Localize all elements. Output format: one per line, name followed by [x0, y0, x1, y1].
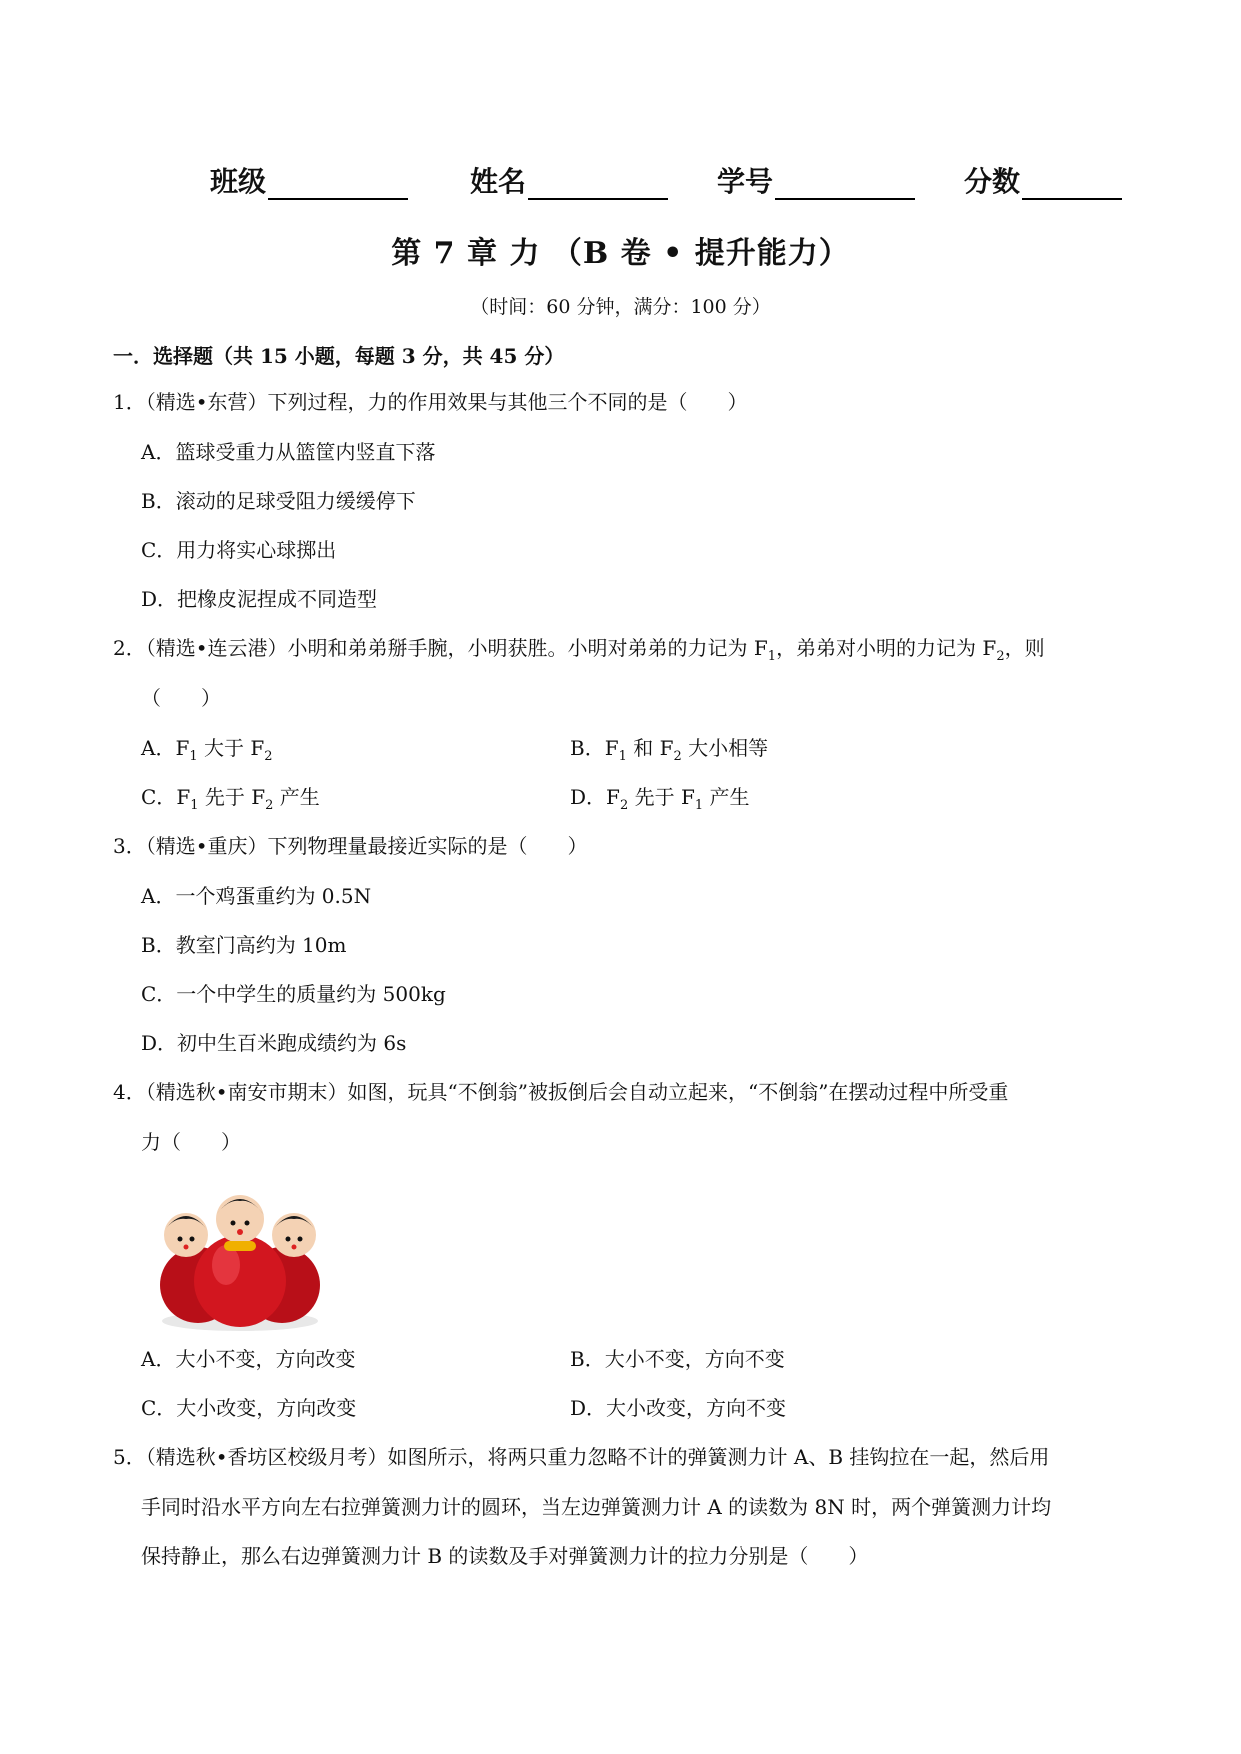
student-info-row: [0, 160, 1241, 206]
question-3-option-c[interactable]: C．一个中学生的质量约为 500kg: [141, 982, 446, 1006]
question-3-option-d[interactable]: D．初中生百米跑成绩约为 6s: [141, 1031, 407, 1055]
tumbler-toy-image: [140, 1185, 340, 1333]
score-field[interactable]: [964, 160, 1122, 200]
page-title: 第 7 章 力 （B 卷 • 提升能力）: [391, 236, 850, 271]
class-field[interactable]: [210, 160, 408, 200]
section-heading: 一．选择题（共 15 小题，每题 3 分，共 45 分）: [113, 344, 565, 368]
question-2-option-b[interactable]: B．$F_1$ 和 $F_2$ 大小相等: [570, 736, 769, 764]
question-4-option-b[interactable]: B．大小不变，方向不变: [570, 1347, 785, 1371]
question-1-option-c[interactable]: C．用力将实心球掷出: [141, 538, 337, 562]
question-2-option-d[interactable]: D．$F_2$ 先于 $F_1$ 产生: [570, 785, 750, 813]
student-id-label: 学号: [717, 165, 774, 198]
question-5-stem-continued-1: 手同时沿水平方向左右拉弹簧测力计的圆环，当左边弹簧测力计 A 的读数为 8N 时，两个弹簧测力计均: [141, 1495, 1052, 1519]
score-label: 分数: [964, 165, 1021, 198]
name-label: 姓名: [470, 165, 527, 198]
question-1-option-a[interactable]: A．篮球受重力从篮筐内竖直下落: [141, 440, 436, 464]
question-3-option-a[interactable]: A．一个鸡蛋重约为 0.5N: [141, 884, 372, 908]
question-4-stem: 4．（精选秋•南安市期末）如图，玩具“不倒翁”被扳倒后会自动立起来，“不倒翁”在摆动过程中所受重: [113, 1080, 1009, 1104]
question-2-option-a[interactable]: A．$F_1$ 大于 $F_2$: [141, 736, 273, 764]
question-5-stem-continued-2: 保持静止，那么右边弹簧测力计 B 的读数及手对弹簧测力计的拉力分别是（ ）: [141, 1544, 869, 1568]
question-4-option-c[interactable]: C．大小改变，方向改变: [141, 1396, 357, 1420]
question-5-stem: 5．（精选秋•香坊区校级月考）如图所示，将两只重力忽略不计的弹簧测力计 A、B 挂钩拉在一起，然后用: [113, 1445, 1050, 1469]
question-4-stem-continued: 力（ ）: [141, 1130, 241, 1154]
question-1-option-b[interactable]: B．滚动的足球受阻力缓缓停下: [141, 489, 416, 513]
score-blank[interactable]: [1022, 168, 1122, 200]
student-id-blank[interactable]: [775, 168, 915, 200]
question-1-stem: 1．（精选•东营）下列过程，力的作用效果与其他三个不同的是（ ）: [113, 390, 748, 414]
question-3-stem: 3．（精选•重庆）下列物理量最接近实际的是（ ）: [113, 834, 588, 858]
exam-subtitle: （时间：60 分钟，满分：100 分）: [470, 296, 771, 318]
question-2-stem: 2．（精选•连云港）小明和弟弟掰手腕，小明获胜。小明对弟弟的力记为 $F_1$，弟弟对小明的力记为 $F_2$，则: [113, 636, 1045, 664]
class-label: 班级: [210, 165, 267, 198]
question-2-option-c[interactable]: C．$F_1$ 先于 $F_2$ 产生: [141, 785, 320, 813]
question-1-option-d[interactable]: D．把橡皮泥捏成不同造型: [141, 587, 378, 611]
class-blank[interactable]: [268, 168, 408, 200]
question-4-option-a[interactable]: A．大小不变，方向改变: [141, 1347, 356, 1371]
name-blank[interactable]: [528, 168, 668, 200]
question-2-stem-continued: （ ）: [141, 686, 221, 710]
name-field[interactable]: [470, 160, 668, 200]
question-4-option-d[interactable]: D．大小改变，方向不变: [570, 1396, 787, 1420]
student-id-field[interactable]: [717, 160, 915, 200]
question-3-option-b[interactable]: B．教室门高约为 10m: [141, 933, 347, 957]
